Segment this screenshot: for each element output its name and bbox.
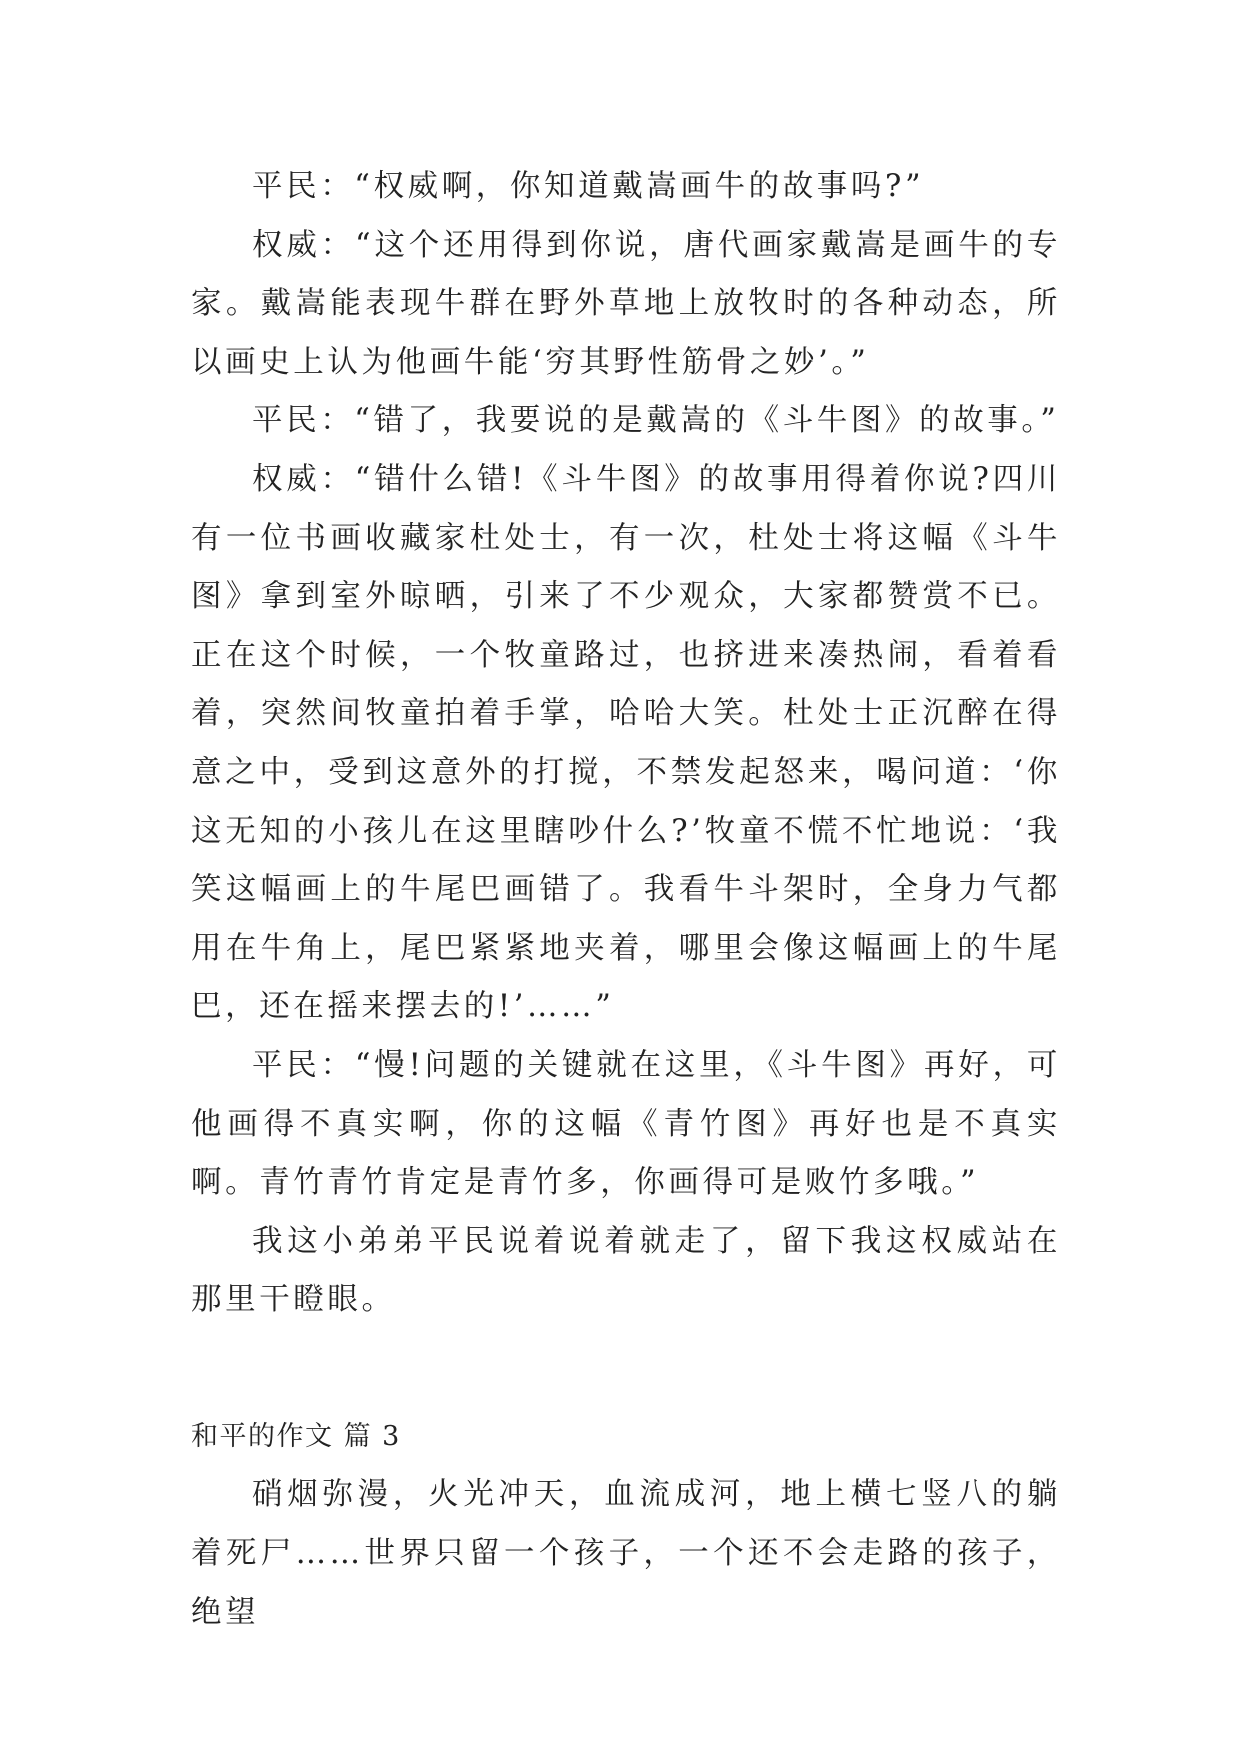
paragraph-dialogue-1: 平民：“权威啊，你知道戴嵩画牛的故事吗?” bbox=[252, 169, 925, 204]
paragraph-closing: 我这小弟弟平民说着说着就走了，留下我这权威站在那里干瞪眼。 bbox=[191, 1223, 1061, 1318]
paragraph-dialogue-4: 权威：“错什么错!《斗牛图》的故事用得着你说?四川有一位书画收藏家杜处士，有一次，杜处士将这幅《斗牛图》拿到室外晾晒，引来了不少观众，大家都赞赏不已。正在这个时候，一个牧童路过，也挤进来凑热闹，看着看着，突然间牧童拍着手掌，哈哈大笑。杜处士正沉醉在得意之中，受到这意外的打搅，不禁发起怒来，喝问道：‘你这无知的小孩儿在这里瞎吵什么?’牧童不慌不忙地说：‘我笑这幅画上的牛尾巴画错了。我看牛斗架时，全身力气都用在牛角上，尾巴紧紧地夹着，哪里会像这幅画上的牛尾巴，还在摇来摆去的!’……” bbox=[191, 461, 1061, 1025]
paragraph-dialogue-3: 平民：“错了，我要说的是戴嵩的《斗牛图》的故事。” bbox=[252, 403, 1060, 439]
paragraph-dialogue-2: 权威：“这个还用得到你说，唐代画家戴嵩是画牛的专家。戴嵩能表现牛群在野外草地上放牧时的各种动态，所以画史上认为他画牛能‘穷其野性筋骨之妙’。” bbox=[191, 227, 1061, 380]
paragraph-dialogue-5: 平民：“慢!问题的关键就在这里，《斗牛图》再好，可他画得不真实啊，你的这幅《青竹图》再好也是不真实啊。青竹青竹肯定是青竹多，你画得可是败竹多哦。” bbox=[191, 1047, 1061, 1201]
document-body bbox=[191, 158, 1061, 1642]
paragraph-essay-3-opening: 硝烟弥漫，火光冲天，血流成河，地上横七竖八的躺着死尸……世界只留一个孩子，一个还不会走路的孩子，绝望 bbox=[191, 1477, 1061, 1630]
section-heading: 和平的作文 篇 3 bbox=[191, 1420, 401, 1452]
